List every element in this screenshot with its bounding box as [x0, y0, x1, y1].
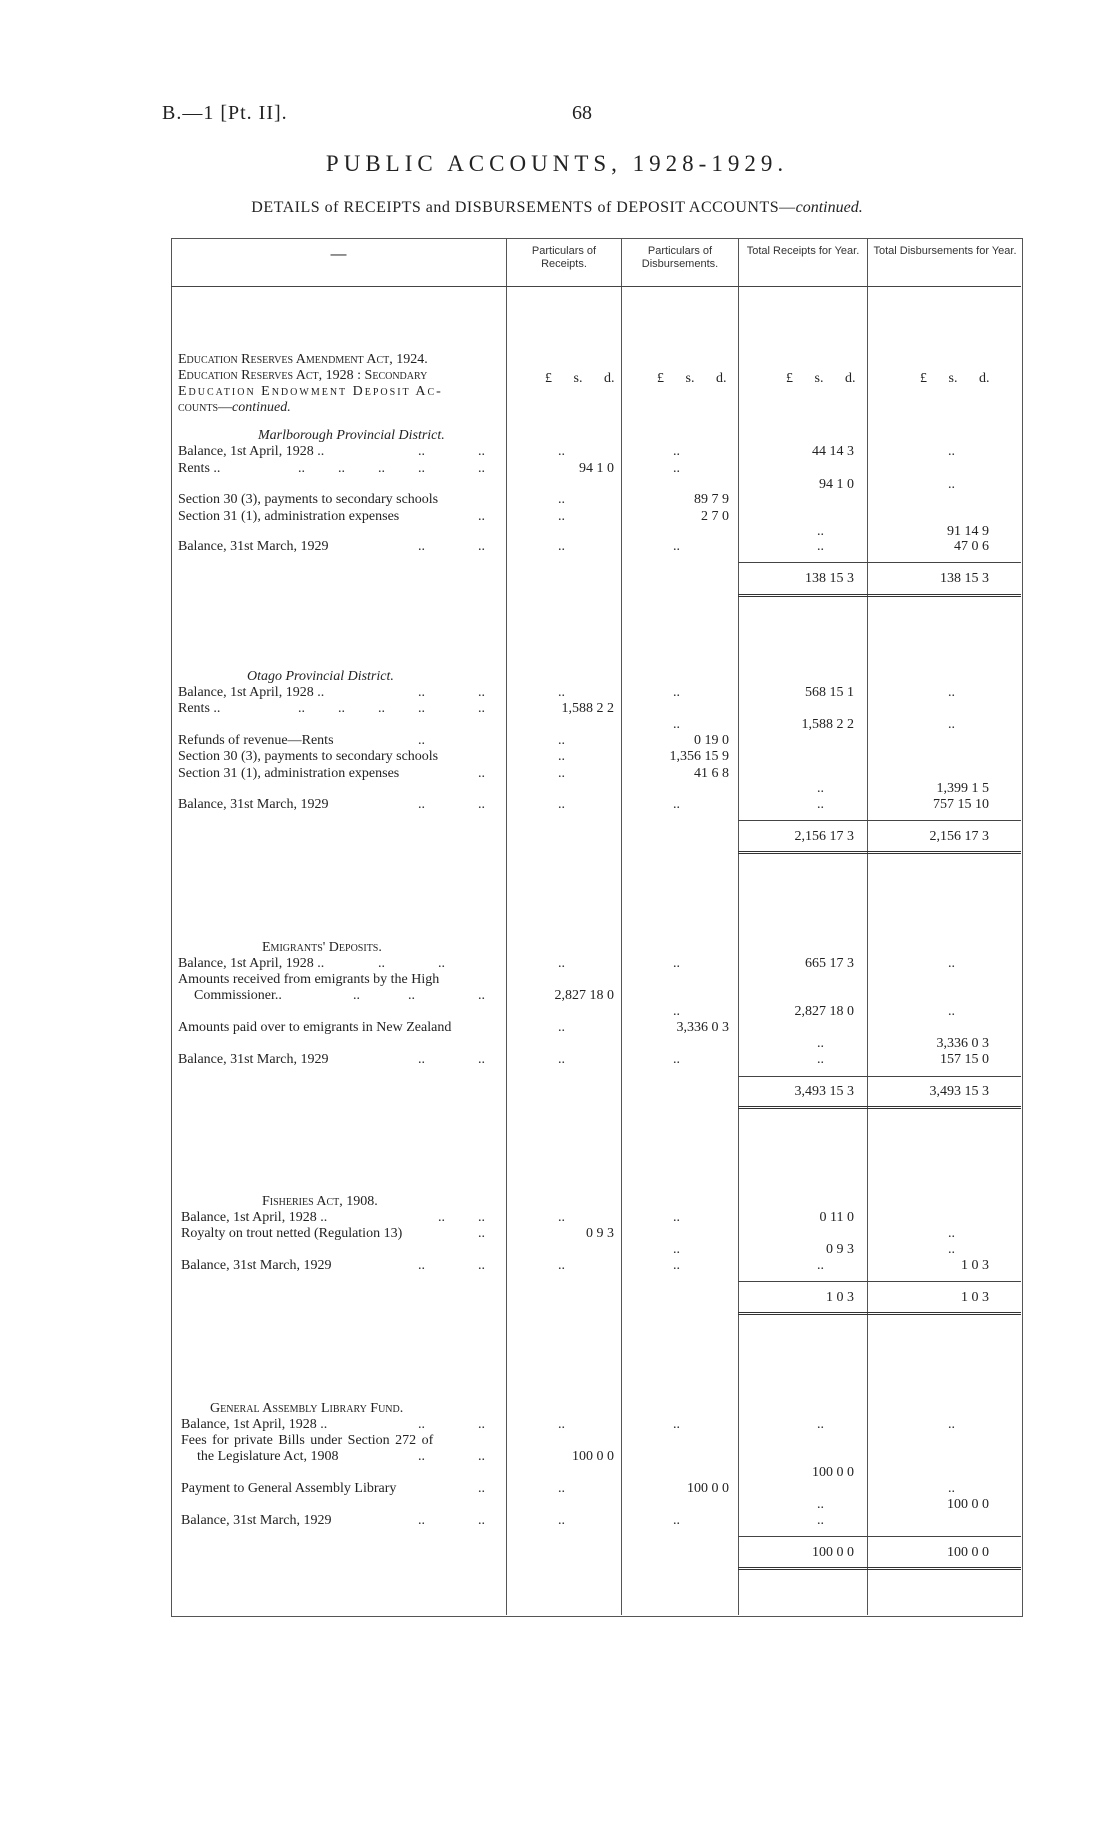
total-double-rule [738, 1106, 1021, 1109]
leader-dot: .. [378, 956, 385, 971]
receipt-value: 100 0 0 [572, 1449, 614, 1464]
leader-dot: .. [478, 444, 485, 459]
leader-dot: .. [558, 1210, 565, 1225]
total-receipts-sum: 138 15 3 [805, 571, 854, 586]
column-rule [738, 238, 739, 1615]
leader-dot: .. [673, 539, 680, 554]
total-disbursements-sum: 138 15 3 [940, 571, 989, 586]
total-receipts-value: 44 14 3 [812, 444, 854, 459]
column-rule [867, 238, 868, 1615]
row-label: Payment to General Assembly Library [181, 1481, 397, 1496]
leader-dot: .. [817, 539, 824, 554]
leader-dot: .. [817, 797, 824, 812]
header-rule [171, 286, 1021, 287]
leader-dot: .. [673, 956, 680, 971]
page-subtitle [0, 199, 1114, 217]
row-label: Refunds of revenue—Rents [178, 733, 334, 748]
leader-dot: .. [478, 461, 485, 476]
row-label: Section 30 (3), payments to secondary schools [178, 749, 439, 764]
total-disbursements-sum: 2,156 17 3 [929, 829, 989, 844]
leader-dot: .. [478, 1258, 485, 1273]
total-rule [738, 1536, 1021, 1537]
leader-dot: .. [558, 797, 565, 812]
row-label: Amounts paid over to emigrants in New Zealand [178, 1020, 452, 1035]
section-heading: Education Reserves Amendment Act, 1924. [178, 352, 428, 367]
row-label: Commissioner.. [194, 988, 282, 1003]
leader-dot: .. [948, 1004, 955, 1019]
leader-dot: .. [478, 1226, 485, 1241]
total-double-rule [738, 851, 1021, 854]
total-receipts-value: 568 15 1 [805, 685, 854, 700]
row-label: Balance, 1st April, 1928 .. [178, 444, 325, 459]
leader-dot: .. [298, 461, 305, 476]
total-disbursements-value: 157 15 0 [940, 1052, 989, 1067]
leader-dot: .. [478, 988, 485, 1003]
total-rule [738, 1281, 1021, 1282]
row-label: Section 31 (1), administration expenses [178, 509, 400, 524]
column-header-receipts: Particulars of Receipts. [531, 245, 597, 270]
leader-dot: .. [558, 1258, 565, 1273]
subtitle-continued: continued. [795, 199, 863, 216]
leader-dot: .. [817, 1036, 824, 1051]
leader-dot: .. [948, 1417, 955, 1432]
leader-dot: .. [558, 539, 565, 554]
section-heading-continued: continued. [232, 400, 291, 415]
receipt-value: 0 9 3 [586, 1226, 614, 1241]
row-label: Section 30 (3), payments to secondary schools [178, 492, 439, 507]
currency-header: £ s. d. [920, 371, 990, 386]
disbursement-value: 1,356 15 9 [669, 749, 729, 764]
disbursement-value: 2 7 0 [701, 509, 729, 524]
leader-dot: .. [948, 477, 955, 492]
leader-dot: .. [378, 461, 385, 476]
leader-dot: .. [558, 492, 565, 507]
row-label: Balance, 1st April, 1928 .. [178, 956, 325, 971]
leader-dot: .. [558, 1052, 565, 1067]
row-label: Balance, 1st April, 1928 .. [178, 685, 325, 700]
row-label: Balance, 31st March, 1929 [178, 797, 329, 812]
total-receipts-value: 0 11 0 [819, 1210, 854, 1225]
leader-dot: .. [478, 1449, 485, 1464]
row-label: Balance, 1st April, 1928 .. [181, 1210, 328, 1225]
currency-header: £ s. d. [545, 371, 615, 386]
document-reference: B.—1 [Pt. II]. [162, 102, 288, 124]
total-disbursements-value: 1 0 3 [961, 1258, 989, 1273]
total-receipts-sum: 2,156 17 3 [794, 829, 854, 844]
leader-dot: .. [418, 444, 425, 459]
disbursement-value: 41 6 8 [694, 766, 729, 781]
row-label: Balance, 31st March, 1929 [181, 1513, 332, 1528]
leader-dot: .. [418, 1052, 425, 1067]
total-receipts-value: 1,588 2 2 [801, 717, 854, 732]
leader-dot: .. [418, 1449, 425, 1464]
leader-dot: .. [673, 1052, 680, 1067]
leader-dot: .. [438, 1210, 445, 1225]
total-disbursements-value: 1,399 1 5 [936, 781, 989, 796]
page-title: PUBLIC ACCOUNTS, 1928-1929. [325, 151, 789, 176]
receipt-value: 1,588 2 2 [561, 701, 614, 716]
leader-dot: .. [378, 701, 385, 716]
leader-dot: .. [817, 1258, 824, 1273]
total-rule [738, 1076, 1021, 1077]
leader-dot: .. [673, 1210, 680, 1225]
leader-dot: .. [558, 685, 565, 700]
column-header-description: — [330, 246, 347, 263]
leader-dot: .. [478, 1052, 485, 1067]
leader-dot: .. [948, 1242, 955, 1257]
leader-dot: .. [673, 1004, 680, 1019]
leader-dot: .. [673, 797, 680, 812]
page-number: 68 [572, 102, 592, 124]
leader-dot: .. [298, 701, 305, 716]
leader-dot: .. [673, 685, 680, 700]
leader-dot: .. [817, 781, 824, 796]
leader-dot: .. [478, 509, 485, 524]
leader-dot: .. [673, 444, 680, 459]
row-label: Balance, 31st March, 1929 [178, 539, 329, 554]
column-rule [621, 238, 622, 1615]
leader-dot: .. [558, 1513, 565, 1528]
leader-dot: .. [338, 461, 345, 476]
column-header-total-disbursements: Total Disbursements for Year. [873, 245, 1017, 257]
row-label: Rents .. [178, 701, 221, 716]
leader-dot: .. [673, 1242, 680, 1257]
row-label: Balance, 31st March, 1929 [181, 1258, 332, 1273]
total-receipts-value: 100 0 0 [812, 1465, 854, 1480]
leader-dot: .. [418, 797, 425, 812]
column-header-total-receipts: Total Receipts for Year. [746, 245, 860, 257]
leader-dot: .. [418, 539, 425, 554]
leader-dot: .. [558, 1481, 565, 1496]
section-heading: Fisheries Act, 1908. [262, 1194, 378, 1209]
disbursement-value: 89 7 9 [694, 492, 729, 507]
leader-dot: .. [418, 701, 425, 716]
row-label: Amounts received from emigrants by the High [178, 972, 440, 987]
section-heading: Emigrants' Deposits. [262, 940, 382, 955]
leader-dot: .. [558, 444, 565, 459]
row-label: Balance, 1st April, 1928 .. [181, 1417, 328, 1432]
total-receipts-sum: 1 0 3 [826, 1290, 854, 1305]
leader-dot: .. [478, 1210, 485, 1225]
total-disbursements-value: 757 15 10 [933, 797, 989, 812]
row-label: the Legislature Act, 1908 [197, 1449, 339, 1464]
leader-dot: .. [817, 1513, 824, 1528]
column-rule [506, 238, 507, 1615]
leader-dot: .. [353, 988, 360, 1003]
leader-dot: .. [673, 1258, 680, 1273]
leader-dot: .. [673, 1513, 680, 1528]
row-label: Fees for private Bills under Section 272 of [181, 1433, 434, 1448]
district-heading: Marlborough Provincial District. [258, 428, 445, 443]
leader-dot: .. [817, 524, 824, 539]
leader-dot: .. [438, 956, 445, 971]
receipt-value: 2,827 18 0 [554, 988, 614, 1003]
row-label: Rents .. [178, 461, 221, 476]
total-disbursements-value: 91 14 9 [947, 524, 989, 539]
total-receipts-sum: 100 0 0 [812, 1545, 854, 1560]
total-receipts-value: 94 1 0 [819, 477, 854, 492]
subtitle-main: DETAILS of RECEIPTS and DISBURSEMENTS of DEPOSIT ACCOUNTS— [251, 199, 796, 216]
leader-dot: .. [817, 1417, 824, 1432]
total-rule [738, 820, 1021, 821]
leader-dot: .. [478, 1417, 485, 1432]
section-heading: Education Endowment Deposit Ac- [178, 384, 443, 399]
leader-dot: .. [478, 766, 485, 781]
leader-dot: .. [408, 988, 415, 1003]
total-disbursements-sum: 1 0 3 [961, 1290, 989, 1305]
section-heading-part: counts— [178, 400, 233, 415]
leader-dot: .. [478, 685, 485, 700]
leader-dot: .. [558, 1020, 565, 1035]
section-heading: General Assembly Library Fund. [210, 1401, 404, 1416]
currency-header: £ s. d. [786, 371, 856, 386]
disbursement-value: 100 0 0 [687, 1481, 729, 1496]
column-header-disbursements: Particulars of Disbursements. [641, 245, 719, 270]
leader-dot: .. [338, 701, 345, 716]
leader-dot: .. [817, 1497, 824, 1512]
leader-dot: .. [418, 1417, 425, 1432]
row-label: Balance, 31st March, 1929 [178, 1052, 329, 1067]
currency-header: £ s. d. [657, 371, 727, 386]
leader-dot: .. [418, 733, 425, 748]
total-rule [738, 562, 1021, 563]
total-disbursements-value: 100 0 0 [947, 1497, 989, 1512]
leader-dot: .. [558, 956, 565, 971]
leader-dot: .. [558, 766, 565, 781]
row-label: Royalty on trout netted (Regulation 13) [181, 1226, 403, 1241]
leader-dot: .. [948, 685, 955, 700]
leader-dot: .. [558, 1417, 565, 1432]
leader-dot: .. [817, 1052, 824, 1067]
leader-dot: .. [558, 749, 565, 764]
section-heading [178, 400, 291, 416]
leader-dot: .. [948, 956, 955, 971]
leader-dot: .. [948, 717, 955, 732]
total-receipts-sum: 3,493 15 3 [794, 1084, 854, 1099]
total-receipts-value: 0 9 3 [826, 1242, 854, 1257]
leader-dot: .. [478, 539, 485, 554]
leader-dot: .. [948, 1481, 955, 1496]
leader-dot: .. [673, 717, 680, 732]
total-double-rule [738, 1567, 1021, 1570]
leader-dot: .. [418, 1258, 425, 1273]
leader-dot: .. [948, 444, 955, 459]
leader-dot: .. [673, 1417, 680, 1432]
total-receipts-value: 2,827 18 0 [794, 1004, 854, 1019]
total-disbursements-value: 47 0 6 [954, 539, 989, 554]
leader-dot: .. [948, 1226, 955, 1241]
total-receipts-value: 665 17 3 [805, 956, 854, 971]
leader-dot: .. [673, 461, 680, 476]
leader-dot: .. [418, 685, 425, 700]
leader-dot: .. [558, 509, 565, 524]
section-heading: Education Reserves Act, 1928 : Secondary [178, 368, 428, 383]
leader-dot: .. [558, 733, 565, 748]
total-disbursements-sum: 100 0 0 [947, 1545, 989, 1560]
total-double-rule [738, 1312, 1021, 1315]
leader-dot: .. [478, 701, 485, 716]
leader-dot: .. [418, 1513, 425, 1528]
leader-dot: .. [478, 1513, 485, 1528]
leader-dot: .. [478, 1481, 485, 1496]
leader-dot: .. [478, 797, 485, 812]
total-double-rule [738, 594, 1021, 597]
district-heading: Otago Provincial District. [247, 669, 394, 684]
leader-dot: .. [418, 461, 425, 476]
disbursement-value: 0 19 0 [694, 733, 729, 748]
receipt-value: 94 1 0 [579, 461, 614, 476]
total-disbursements-value: 3,336 0 3 [936, 1036, 989, 1051]
disbursement-value: 3,336 0 3 [676, 1020, 729, 1035]
total-disbursements-sum: 3,493 15 3 [929, 1084, 989, 1099]
row-label: Section 31 (1), administration expenses [178, 766, 400, 781]
